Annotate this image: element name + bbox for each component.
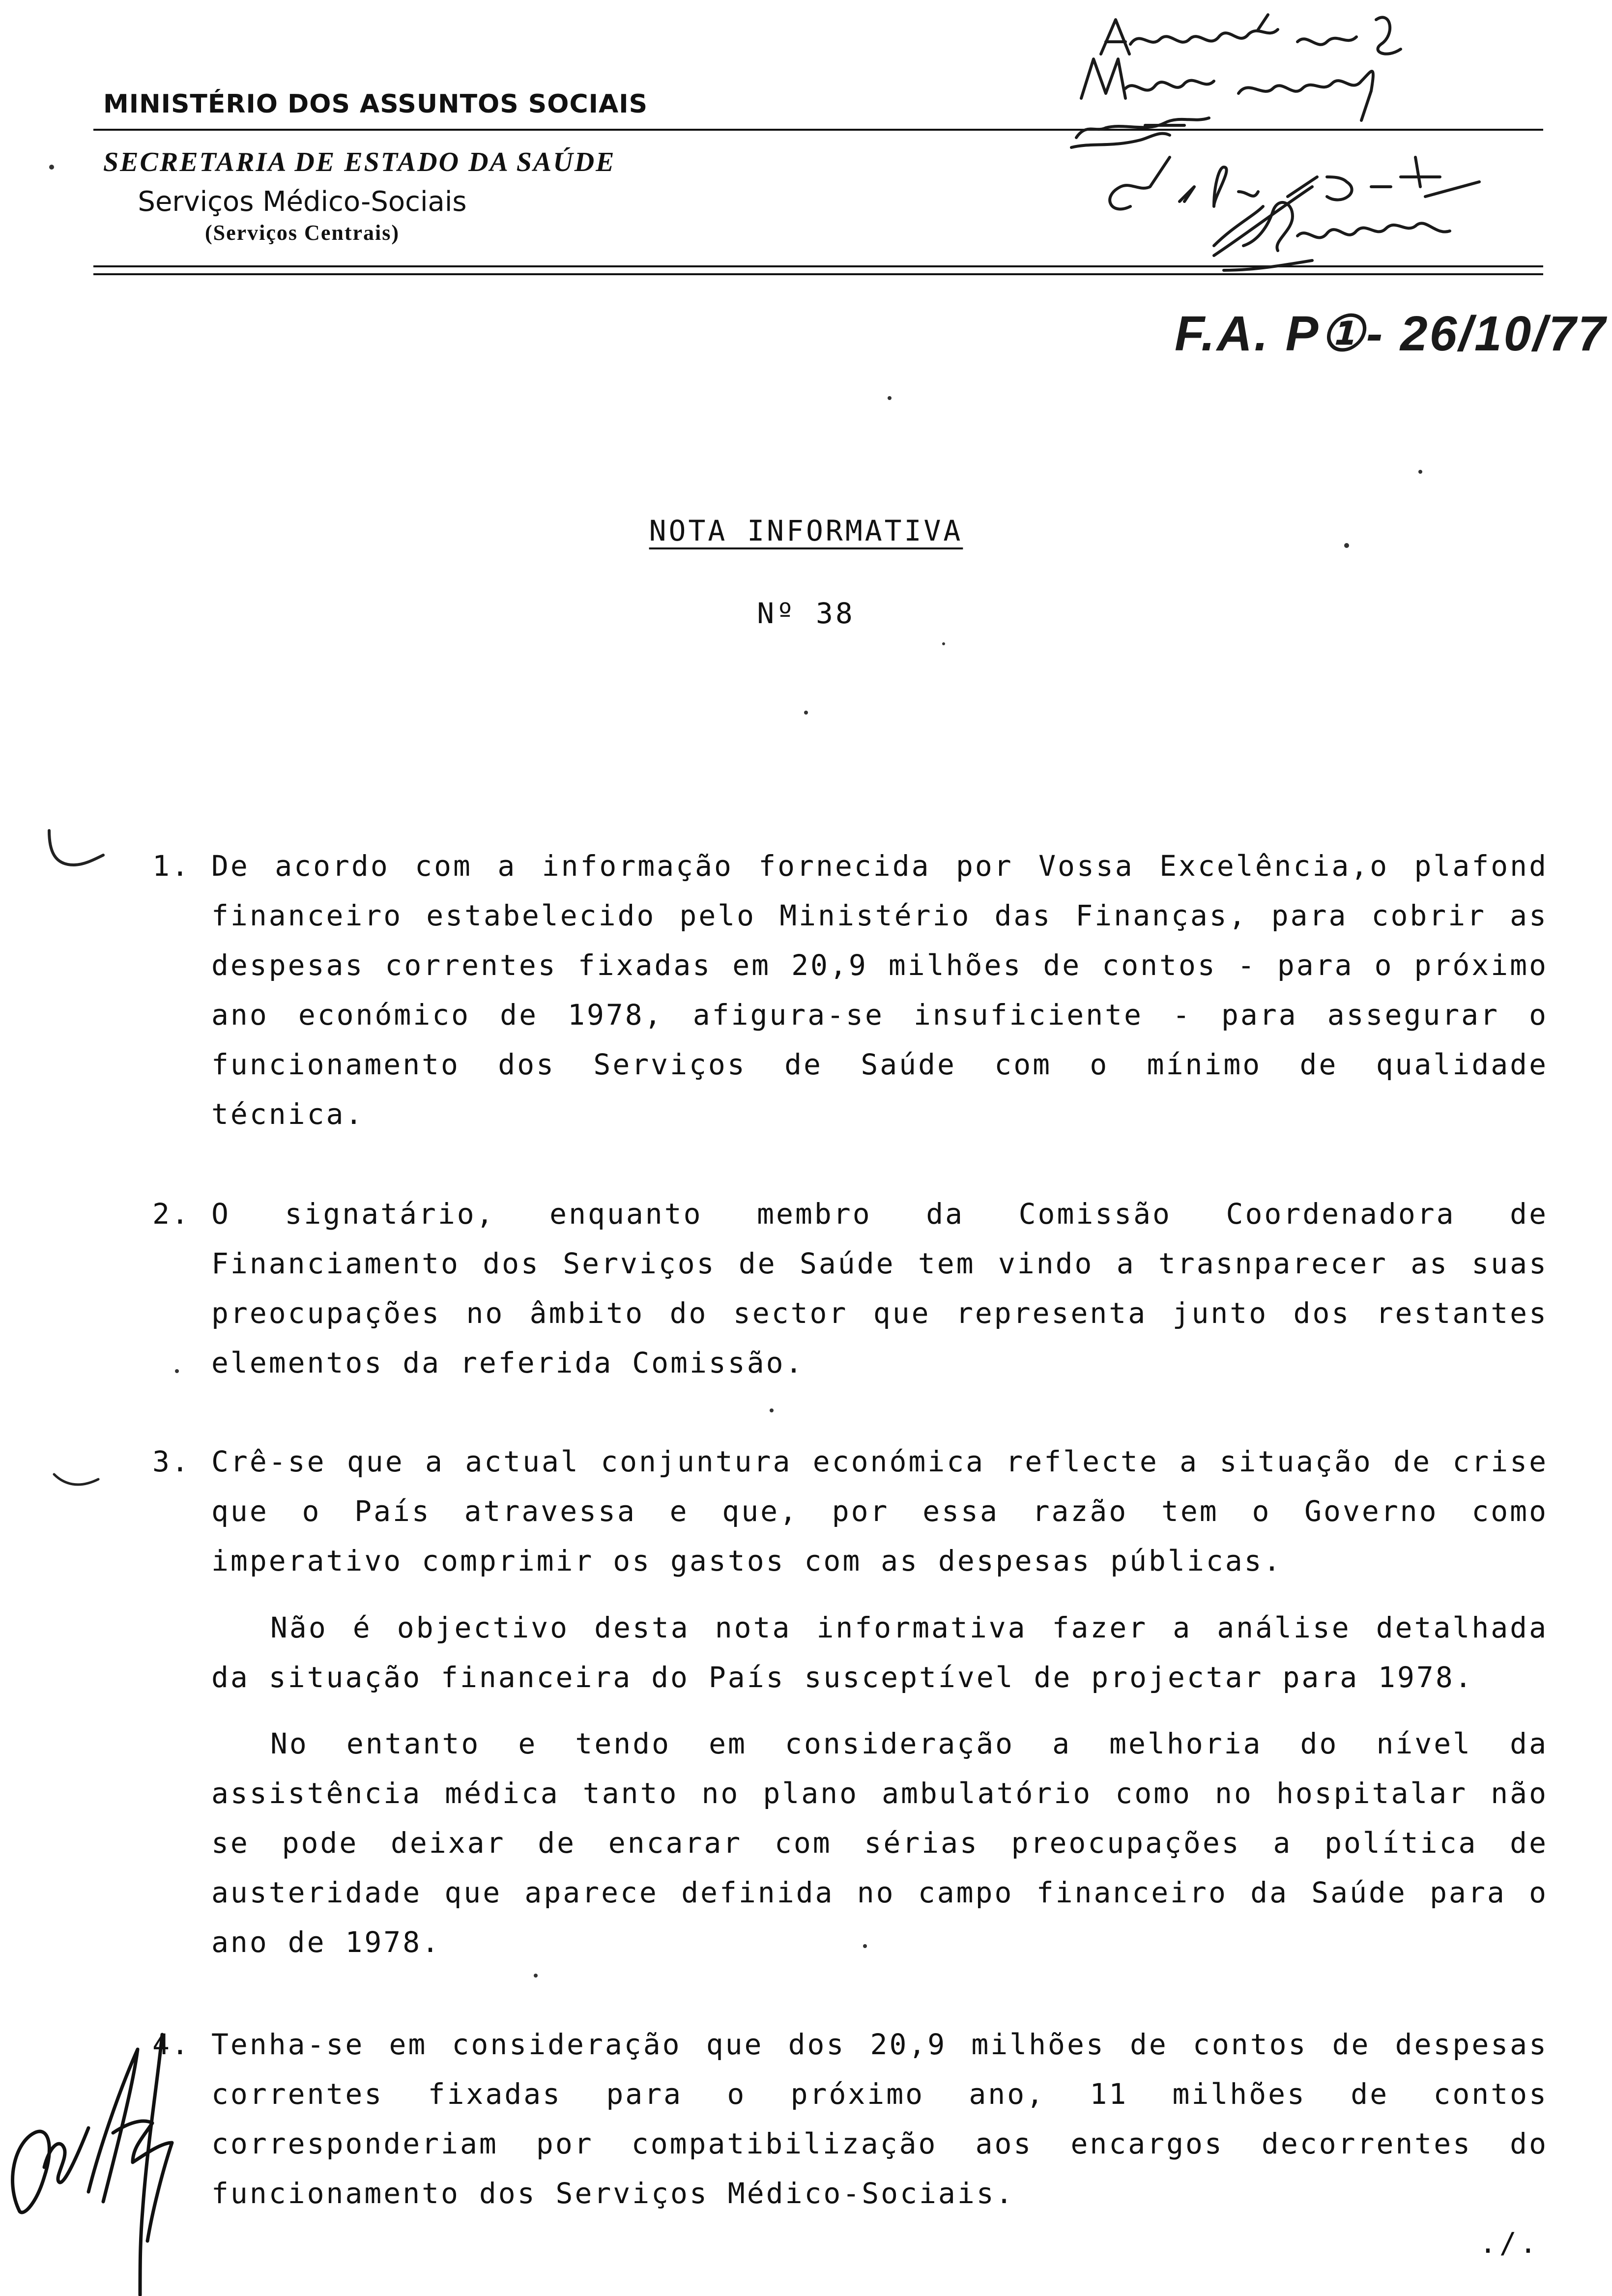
section-4-paragraph: Tenha-se em consideração que dos 20,9 milhões de contos de despesas correntes fixadas para o próximo ano, 11 milhões de contos corresponderiam por compatibilização aos encargos decorrentes do funcionamento dos Serviços Médico-Sociais. xyxy=(211,2028,1548,2210)
section-1-paragraph: De acordo com a informação fornecida por Vossa Excelência,o plafond financeiro estabelecido pelo Ministério das Finanças, para cobrir as despesas correntes fixadas em 20,9 milhões de contos - para o próximo ano económico de 1978, afigura-se insuficiente - para assegurar o funcionamento dos Serviços de Saúde com o mínimo de qualidade técnica. xyxy=(211,849,1548,1131)
servicos-heading: Serviços Médico-Sociais xyxy=(138,186,467,218)
document-title: NOTA INFORMATIVA xyxy=(649,514,963,547)
section-1-number: 1. xyxy=(152,849,191,883)
section-3-paragraph-2: Não é objectivo desta nota informativa fazer a análise detalhada da situação financeira do País susceptível de projectar para 1978. xyxy=(211,1611,1548,1694)
continuation-mark: ./. xyxy=(1479,2226,1540,2260)
section-3-number: 3. xyxy=(152,1445,191,1478)
ministry-heading: MINISTÉRIO DOS ASSUNTOS SOCIAIS xyxy=(103,89,648,119)
section-2-paragraph: O signatário, enquanto membro da Comissão Coordenadora de Financiamento dos Serviços de Saúde tem vindo a trasnparecer as suas preocupações no âmbito do sector que representa junto dos restantes elementos da referida Comissão. xyxy=(211,1197,1548,1379)
secretaria-heading: SECRETARIA DE ESTADO DA SAÚDE xyxy=(103,147,616,177)
section-4-number: 4. xyxy=(152,2028,191,2061)
section-3-paragraph-1: Crê-se que a actual conjuntura económica reflecte a situação de crise que o País atravessa e que, por essa razão tem o Governo como imperativo comprimir os gastos com as despesas públicas. xyxy=(211,1445,1548,1578)
handwritten-reference: F.A. P①- 26/10/77 xyxy=(1175,306,1608,361)
section-3-paragraph-3: No entanto e tendo em consideração a melhoria do nível da assistência médica tanto no plano ambulatório como no hospitalar não se pode deixar de encarar com sérias preocupações a política de austeridade que aparece definida no campo financeiro da Saúde para o ano de 1978. xyxy=(211,1727,1548,1959)
section-2-number: 2. xyxy=(152,1197,191,1231)
servicos-centrais-heading: (Serviços Centrais) xyxy=(204,221,400,245)
document-number: Nº 38 xyxy=(757,597,855,630)
